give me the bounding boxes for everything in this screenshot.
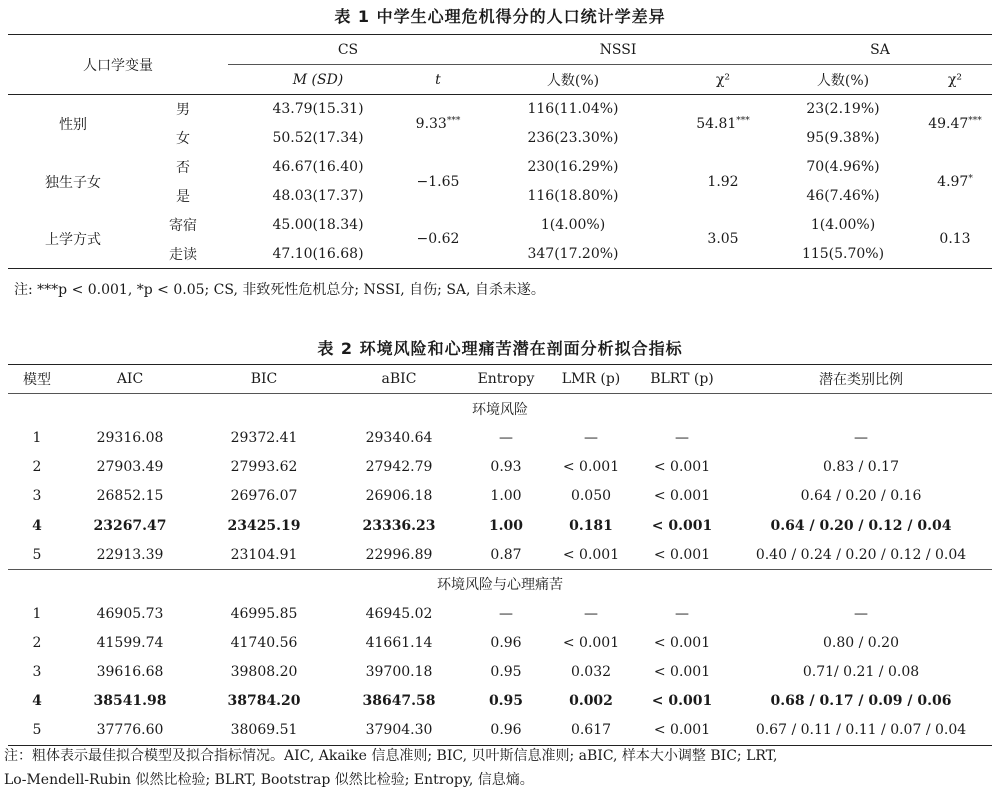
header-nssi: NSSI [468,35,768,65]
lmr-cell: < 0.001 [562,459,620,476]
blrt-cell: < 0.001 [653,634,711,651]
header-variable: 人口学变量 [8,35,228,95]
abic-cell: 22996.89 [334,540,464,569]
bic-cell: 39808.20 [230,664,298,681]
header-sa-count: 人数(%) [768,65,918,95]
proportion-cell: — [854,605,868,622]
table-row [8,511,992,540]
abic-cell: 29340.64 [365,429,433,446]
abic-cell: 27942.79 [365,459,433,476]
header-m-sd: M (SD) [228,65,408,95]
section-title: 环境风险 [472,401,528,418]
table1-caption: 表 1 中学生心理危机得分的人口统计学差异 [334,7,666,26]
section-title-row [8,570,992,599]
model-cell: 3 [32,488,42,505]
blrt-cell: < 0.001 [634,716,730,745]
table1 [8,34,992,269]
bic-cell: 23104.91 [194,540,334,569]
nssi-value: 236(23.30%) [527,130,619,146]
cs-value: 43.79(15.31) [272,101,364,118]
lmr-cell: 0.050 [570,488,612,505]
nssi-chi2: 3.05 [678,211,768,269]
t-value: −0.62 [408,211,468,269]
sa-value: 95(9.38%) [806,130,880,146]
blrt-cell: < 0.001 [653,664,711,681]
bic-cell: 27993.62 [230,459,298,476]
t-value: −1.65 [416,173,460,190]
table-row [8,687,992,716]
model-cell: 1 [32,605,42,622]
model-cell: 1 [32,429,42,446]
cs-value: 45.00(18.34) [272,217,364,233]
model-cell: 4 [32,693,42,710]
sa-value: 23(2.19%) [806,101,880,118]
aic-cell: 23267.47 [93,517,167,534]
table-row [8,628,992,657]
bic-cell: 46995.85 [230,605,298,622]
sa-chi2: 0.13 [918,211,992,269]
lmr-cell: < 0.001 [548,540,634,569]
blrt-cell: < 0.001 [651,517,713,534]
aic-cell: 41599.74 [96,634,164,651]
table2-column-header: BIC [194,365,334,394]
nssi-chi2: 54.81*** [696,115,750,132]
bic-cell: 38069.51 [194,716,334,745]
table2-note [4,744,994,792]
nssi-value: 230(16.29%) [527,159,619,175]
nssi-value: 116(11.04%) [527,101,619,118]
table-row [8,423,992,452]
proportion-cell: 0.71/ 0.21 / 0.08 [802,664,920,681]
sa-value: 46(7.46%) [806,188,880,204]
sa-value: 70(4.96%) [806,159,880,175]
abic-cell: 46945.02 [365,605,433,622]
aic-cell: 26852.15 [96,488,164,505]
entropy-cell: 0.93 [490,459,522,476]
table2 [8,364,992,746]
table1-note: 注: ***p < 0.001, *p < 0.05; CS, 非致死性危机总分; NSSI, 自伤; SA, 自杀未遂。 [14,282,545,298]
table2-header-row [8,365,992,394]
table-row [8,482,992,511]
group-level: 走读 [138,240,228,269]
abic-cell: 26906.18 [365,488,433,505]
table2-column-header: aBIC [334,365,464,394]
group-level: 是 [176,189,190,205]
header-sa-chi2: χ² [918,65,992,95]
abic-cell: 39700.18 [365,664,433,681]
lmr-cell: 0.032 [570,664,612,681]
aic-cell: 27903.49 [96,459,164,476]
sa-value: 115(5.70%) [768,240,918,269]
model-cell: 5 [8,540,66,569]
lmr-cell: — [584,429,598,446]
table2-note-line1: 注：粗体表示最佳拟合模型及拟合指标情况。AIC, Akaike 信息准则; BIC, 贝叶斯信息准则; aBIC, 样本大小调整 BIC; LRT, [4,748,778,764]
proportion-cell: 0.40 / 0.24 / 0.20 / 0.12 / 0.04 [730,540,992,569]
blrt-cell: < 0.001 [651,693,713,710]
header-nssi-count: 人数(%) [468,65,678,95]
bic-cell: 23425.19 [227,517,301,534]
group-name: 性别 [59,116,87,133]
proportion-cell: 0.64 / 0.20 / 0.16 [800,488,922,505]
table-row [8,657,992,686]
lmr-cell: 0.002 [569,693,613,710]
table2-column-header: 潜在类别比例 [730,365,992,394]
table2-column-header: AIC [66,365,194,394]
model-cell: 4 [32,517,42,534]
blrt-cell: < 0.001 [653,459,711,476]
nssi-value: 347(17.20%) [468,240,678,269]
group-level: 寄宿 [169,218,197,234]
group-name: 独生子女 [45,174,101,191]
header-nssi-chi2: χ² [678,65,768,95]
cs-value: 48.03(17.37) [272,188,364,204]
group-level: 否 [176,160,190,176]
bic-cell: 29372.41 [230,429,298,446]
table2-caption: 表 2 环境风险和心理痛苦潜在剖面分析拟合指标 [317,339,683,358]
table-row [8,540,992,569]
model-cell: 3 [32,664,42,681]
lmr-cell: 0.617 [548,716,634,745]
cs-value: 46.67(16.40) [272,159,364,175]
aic-cell: 29316.08 [96,429,164,446]
table2-column-header: 模型 [8,365,66,394]
sa-chi2: 4.97* [937,173,973,190]
proportion-cell: 0.80 / 0.20 [823,634,899,651]
table2-column-header: Entropy [464,365,548,394]
sa-chi2: 49.47*** [928,115,982,132]
model-cell: 2 [32,459,42,476]
header-sa: SA [768,35,992,65]
abic-cell: 23336.23 [362,517,436,534]
proportion-cell: 0.68 / 0.17 / 0.09 / 0.06 [770,693,952,710]
section-title-row [8,394,992,423]
blrt-cell: < 0.001 [653,488,711,505]
lmr-cell: < 0.001 [562,634,620,651]
entropy-cell: 0.95 [490,664,522,681]
t-value: 9.33*** [415,115,461,132]
abic-cell: 37904.30 [334,716,464,745]
model-cell: 5 [8,716,66,745]
table-row [8,599,992,628]
blrt-cell: — [675,429,689,446]
lmr-cell: 0.181 [569,517,613,534]
bic-cell: 38784.20 [227,693,301,710]
table2-column-header: LMR (p) [548,365,634,394]
bic-cell: 26976.07 [230,488,298,505]
entropy-cell: — [499,429,513,446]
entropy-cell: 0.95 [488,693,524,710]
table2-note-line2: Lo-Mendell-Rubin 似然比检验; BLRT, Bootstrap 似然比检验; Entropy, 信息熵。 [4,772,534,788]
model-cell: 2 [32,634,42,651]
proportion-cell: 0.64 / 0.20 / 0.12 / 0.04 [770,517,952,534]
sa-value: 1(4.00%) [810,217,876,233]
cs-value: 50.52(17.34) [272,130,364,146]
blrt-cell: < 0.001 [634,540,730,569]
entropy-cell: 0.96 [490,634,522,651]
table-row [8,716,992,745]
abic-cell: 38647.58 [362,693,436,710]
group-level: 女 [176,131,190,147]
proportion-cell: — [854,429,868,446]
nssi-value: 1(4.00%) [540,217,606,233]
nssi-value: 116(18.80%) [527,188,619,204]
lmr-cell: — [584,605,598,622]
cs-value: 47.10(16.68) [228,240,408,269]
aic-cell: 38541.98 [93,693,167,710]
aic-cell: 39616.68 [96,664,164,681]
abic-cell: 41661.14 [365,634,433,651]
aic-cell: 22913.39 [66,540,194,569]
section-title: 环境风险与心理痛苦 [437,577,563,594]
header-cs: CS [228,35,468,65]
entropy-cell: 1.00 [488,517,524,534]
proportion-cell: 0.67 / 0.11 / 0.11 / 0.07 / 0.04 [730,716,992,745]
entropy-cell: — [499,605,513,622]
table-row [8,452,992,481]
entropy-cell: 0.87 [464,540,548,569]
aic-cell: 46905.73 [96,605,164,622]
nssi-chi2: 1.92 [707,173,739,190]
header-t: t [408,65,468,95]
blrt-cell: — [675,605,689,622]
group-level: 男 [176,102,190,119]
bic-cell: 41740.56 [230,634,298,651]
entropy-cell: 0.96 [464,716,548,745]
table2-column-header: BLRT (p) [634,365,730,394]
aic-cell: 37776.60 [66,716,194,745]
proportion-cell: 0.83 / 0.17 [823,459,899,476]
entropy-cell: 1.00 [490,488,522,505]
group-name: 上学方式 [8,211,138,269]
